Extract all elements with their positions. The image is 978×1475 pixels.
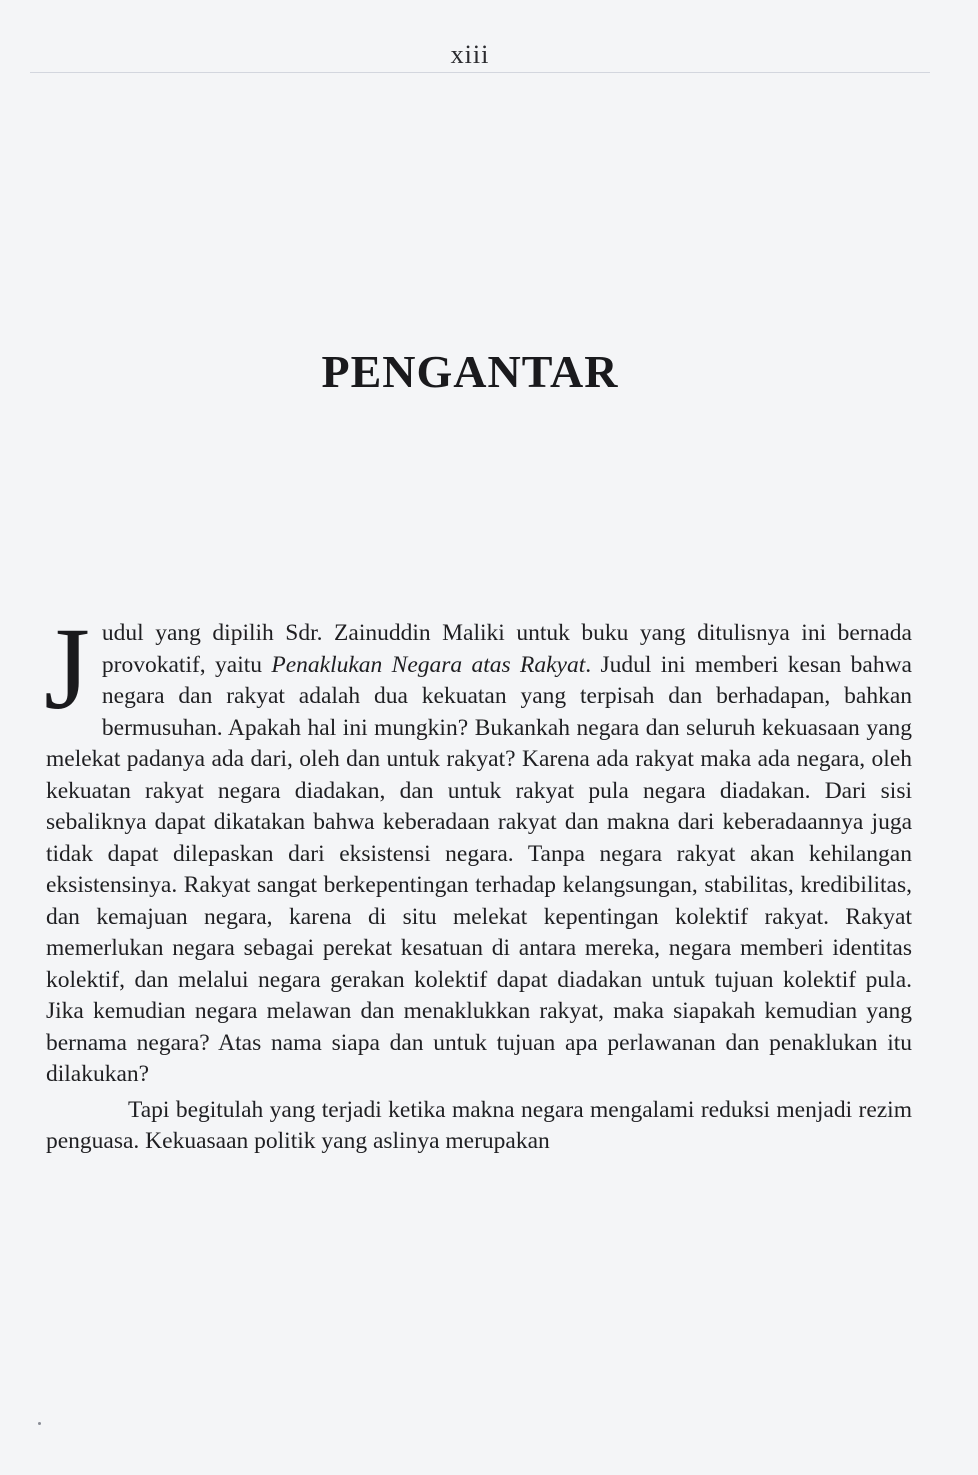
body-text <box>44 603 912 1158</box>
header-rule <box>30 72 930 73</box>
paragraph-2: Tapi begitulah yang terjadi ketika makna negara mengalami reduksi menjadi rezim penguasa. Kekuasaan politik yang aslinya merupakan <box>46 1096 912 1154</box>
drop-cap: J <box>44 603 90 734</box>
paragraph-1 <box>44 603 912 1091</box>
print-speck <box>38 1422 41 1425</box>
paragraph-1-rest: . Judul ini memberi kesan bahwa negara dan rakyat adalah dua kekuatan yang terpisah dan berhadapan, bahkan bermusuhan. Apakah hal ini mungkin? Bukankah negara dan seluruh kekuasaan yang melekat padanya ada dari, oleh dan untuk rakyat? Karena ada rakyat maka ada negara, oleh kekuatan rakyat negara diadakan, dan untuk rakyat pula negara diadakan. Dari sisi sebaliknya dapat dikatakan bahwa keberadaan rakyat dan makna dari keberadaannya juga tidak dapat dilepaskan dari eksistensi negara. Tanpa negara rakyat akan kehilangan eksistensinya. Rakyat sangat berkepentingan terhadap kelangsungan, stabilitas, kredibilitas, dan kemajuan negara, karena di situ melekat kepentingan kolektif rakyat. Rakyat memerlukan negara sebagai perekat kesatuan di antara mereka, negara memberi identitas kolektif, dan melalui negara gerakan kolektif dapat diadakan untuk tujuan kolektif pula. Jika kemudian negara melawan dan menaklukkan rakyat, maka siapakah kemudian yang bernama negara? Atas nama siapa dan untuk tujuan apa perlawanan dan penaklukan itu dilakukan? <box>46 651 912 1087</box>
chapter-title: PENGANTAR <box>321 346 619 397</box>
page-number: xiii <box>450 40 490 69</box>
book-title-italic: Penaklukan Negara atas Rakyat <box>271 651 586 678</box>
paragraph-1-intro: udul yang dipilih Sdr. Zainuddin Maliki untuk buku yang ditulisnya ini bernada provokatif, yaitu <box>101 620 912 678</box>
